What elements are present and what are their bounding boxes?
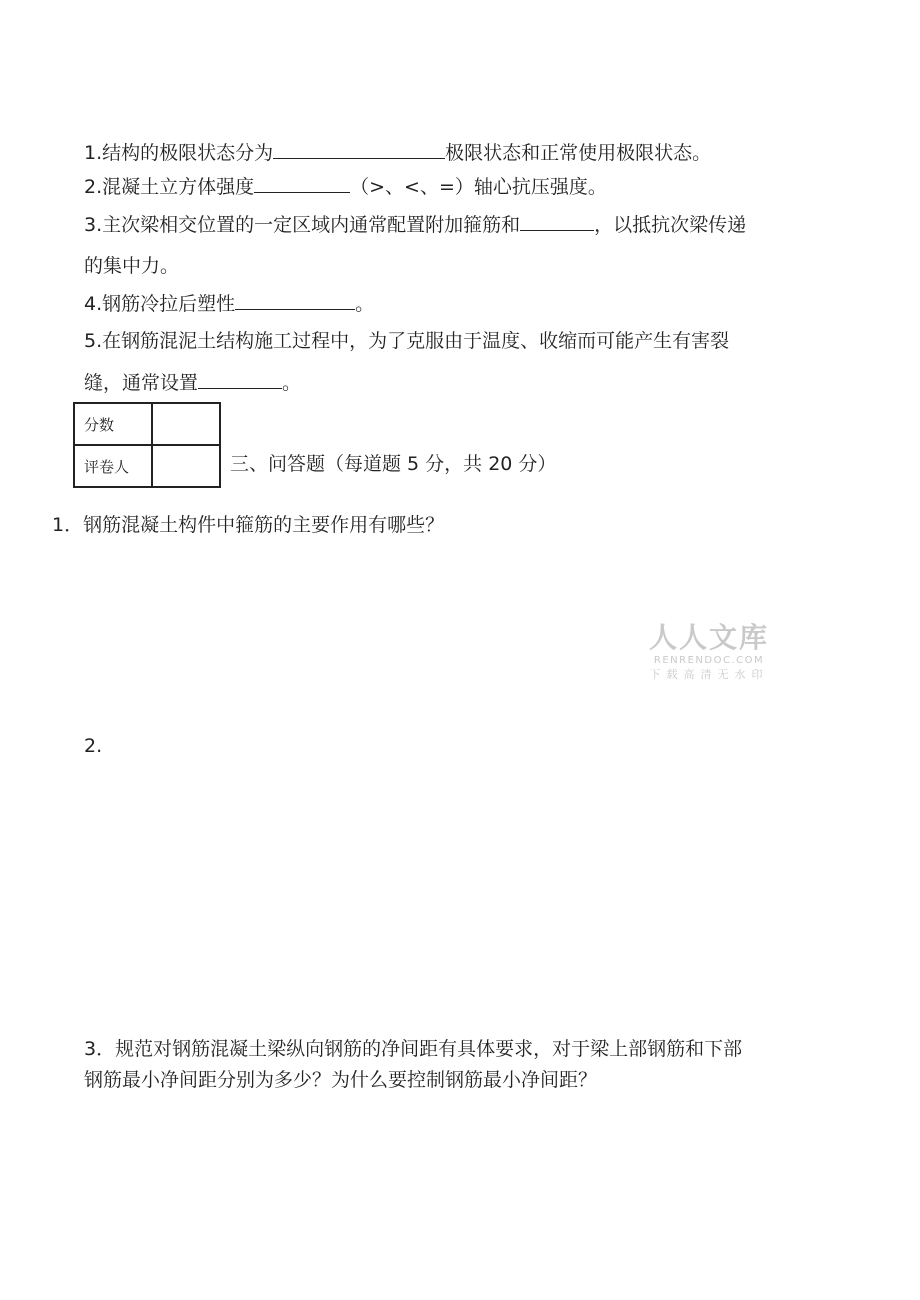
question-2: 2. [84, 735, 103, 757]
fill-question-3 [84, 212, 746, 237]
fill-question-5-text: 缝，通常设置 [84, 372, 199, 394]
fill-question-3-text-end: ，以抵抗次梁传递 [594, 214, 747, 236]
grader-cell[interactable] [152, 445, 220, 487]
answer-blank[interactable] [198, 370, 282, 389]
answer-blank[interactable] [273, 140, 445, 159]
fill-question-1-text: 1.结构的极限状态分为 [84, 142, 274, 164]
fill-question-3-line2: 的集中力。 [84, 255, 180, 277]
fill-question-3-text: 3.主次梁相交位置的一定区域内通常配置附加箍筋和 [84, 214, 521, 236]
fill-question-5-text-end: 。 [282, 372, 302, 394]
fill-question-2-text-end: （>、<、=）轴心抗压强度。 [350, 176, 607, 198]
watermark-logo [646, 622, 772, 682]
watermark-url: RENRENDOC.COM [653, 655, 765, 666]
question-1: 1．钢筋混凝土构件中箍筋的主要作用有哪些？ [52, 514, 445, 536]
answer-blank[interactable] [520, 212, 594, 231]
fill-question-5-line1: 5.在钢筋混泥土结构施工过程中，为了克服由于温度、收缩而可能产生有害裂 [84, 330, 730, 352]
fill-question-2 [84, 174, 607, 199]
fill-question-4-text: 4.钢筋冷拉后塑性 [84, 293, 236, 315]
watermark-brand: 人人文库 [648, 621, 769, 654]
question-3-line1: 3．规范对钢筋混凝土梁纵向钢筋的净间距有具体要求，对于梁上部钢筋和下部 [84, 1038, 743, 1060]
score-table [73, 402, 221, 488]
grader-label: 评卷人 [74, 445, 152, 487]
fill-question-2-text: 2.混凝土立方体强度 [84, 176, 255, 198]
watermark-tagline: 下载高清无水印 [649, 668, 769, 681]
fill-question-1 [84, 140, 711, 165]
score-label: 分数 [74, 403, 152, 445]
question-3-line2: 钢筋最小净间距分别为多少？为什么要控制钢筋最小净间距？ [84, 1069, 598, 1091]
section-title: 三、问答题（每道题 5 分，共 20 分） [230, 453, 557, 475]
fill-question-4 [84, 291, 374, 316]
fill-question-5 [84, 370, 301, 395]
fill-question-1-text-end: 极限状态和正常使用极限状态。 [445, 142, 712, 164]
answer-blank[interactable] [235, 291, 355, 310]
answer-blank[interactable] [254, 174, 350, 193]
score-cell[interactable] [152, 403, 220, 445]
fill-question-4-text-end: 。 [355, 293, 375, 315]
